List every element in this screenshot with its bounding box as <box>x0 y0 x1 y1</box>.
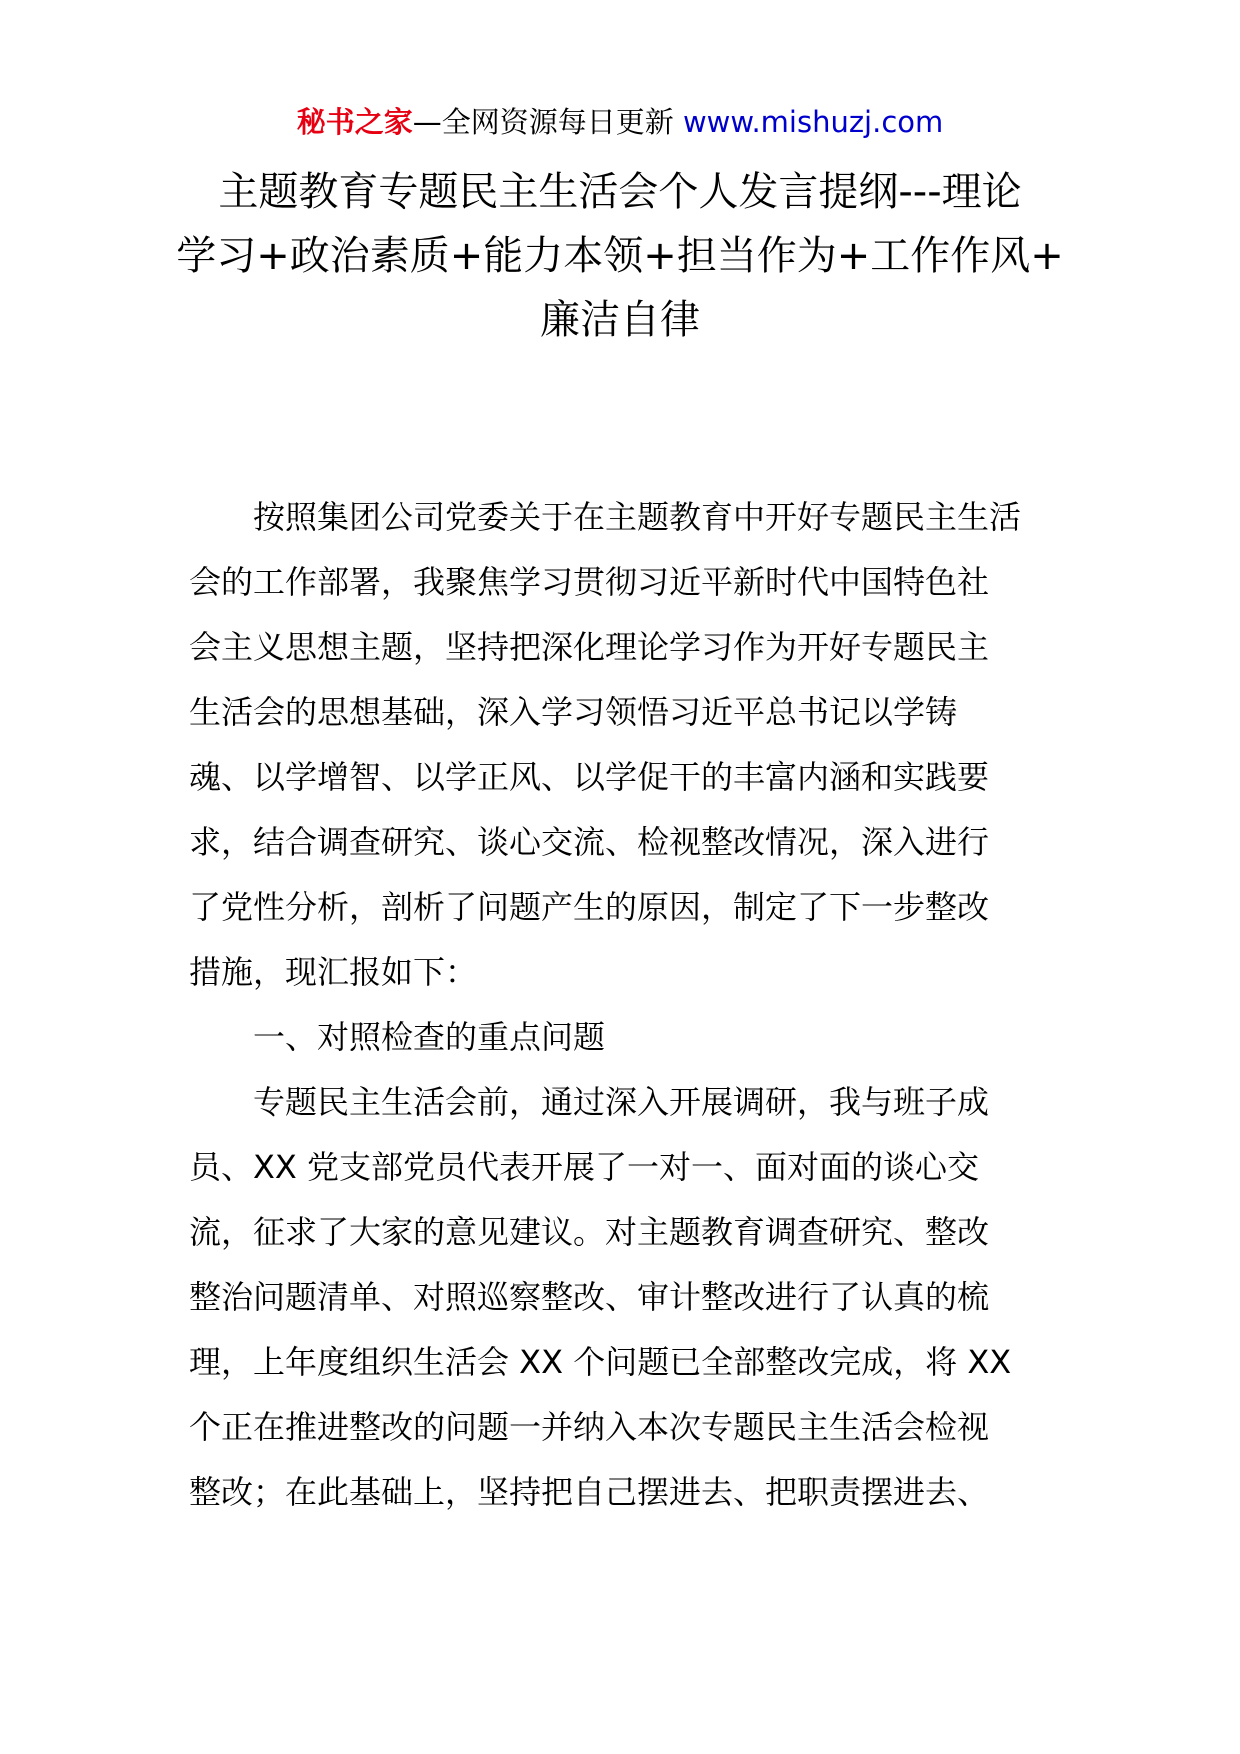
text-line: 流，征求了大家的意见建议。对主题教育调查研究、整改 <box>189 1213 990 1251</box>
title-line: 廉洁自律 <box>540 297 700 343</box>
text-line: 员、XX 党支部党员代表开展了一对一、面对面的谈心交 <box>189 1148 980 1186</box>
text-line: 整改；在此基础上，坚持把自己摆进去、把职责摆进去、 <box>189 1473 990 1511</box>
text-line: 魂、以学增智、以学正风、以学促干的丰富内涵和实践要 <box>189 758 990 796</box>
text-line: 按照集团公司党委关于在主题教育中开好专题民主生活 <box>189 498 1022 536</box>
document-body <box>189 485 1053 1525</box>
heading-line: 一、对照检查的重点问题 <box>189 1018 606 1056</box>
title-line: 主题教育专题民主生活会个人发言提纲---理论 <box>218 169 1022 215</box>
text-line: 措施，现汇报如下： <box>189 953 478 991</box>
header-tagline: —全网资源每日更新 <box>412 105 674 139</box>
text-line: 整治问题清单、对照巡察整改、审计整改进行了认真的梳 <box>189 1278 990 1316</box>
document-title <box>170 160 1070 352</box>
site-header <box>0 102 1240 142</box>
paragraph-intro <box>189 485 1053 1005</box>
text-line: 生活会的思想基础，深入学习领悟习近平总书记以学铸 <box>189 693 958 731</box>
title-line: 学习+政治素质+能力本领+担当作为+工作作风+ <box>176 233 1064 279</box>
text-line: 求，结合调查研究、谈心交流、检视整改情况，深入进行 <box>189 823 990 861</box>
text-line: 了党性分析，剖析了问题产生的原因，制定了下一步整改 <box>189 888 990 926</box>
site-url-link[interactable]: www.mishuzj.com <box>682 105 944 139</box>
text-line: 会主义思想主题，坚持把深化理论学习作为开好专题民主 <box>189 628 990 666</box>
text-line: 理，上年度组织生活会 XX 个问题已全部整改完成，将 XX <box>189 1343 1012 1381</box>
paragraph-section-one <box>189 1070 1053 1525</box>
text-line: 个正在推进整改的问题一并纳入本次专题民主生活会检视 <box>189 1408 990 1446</box>
text-line: 专题民主生活会前，通过深入开展调研，我与班子成 <box>189 1083 990 1121</box>
section-heading <box>189 1005 1053 1070</box>
brand-name: 秘书之家 <box>296 105 413 139</box>
text-line: 会的工作部署，我聚焦学习贯彻习近平新时代中国特色社 <box>189 563 990 601</box>
